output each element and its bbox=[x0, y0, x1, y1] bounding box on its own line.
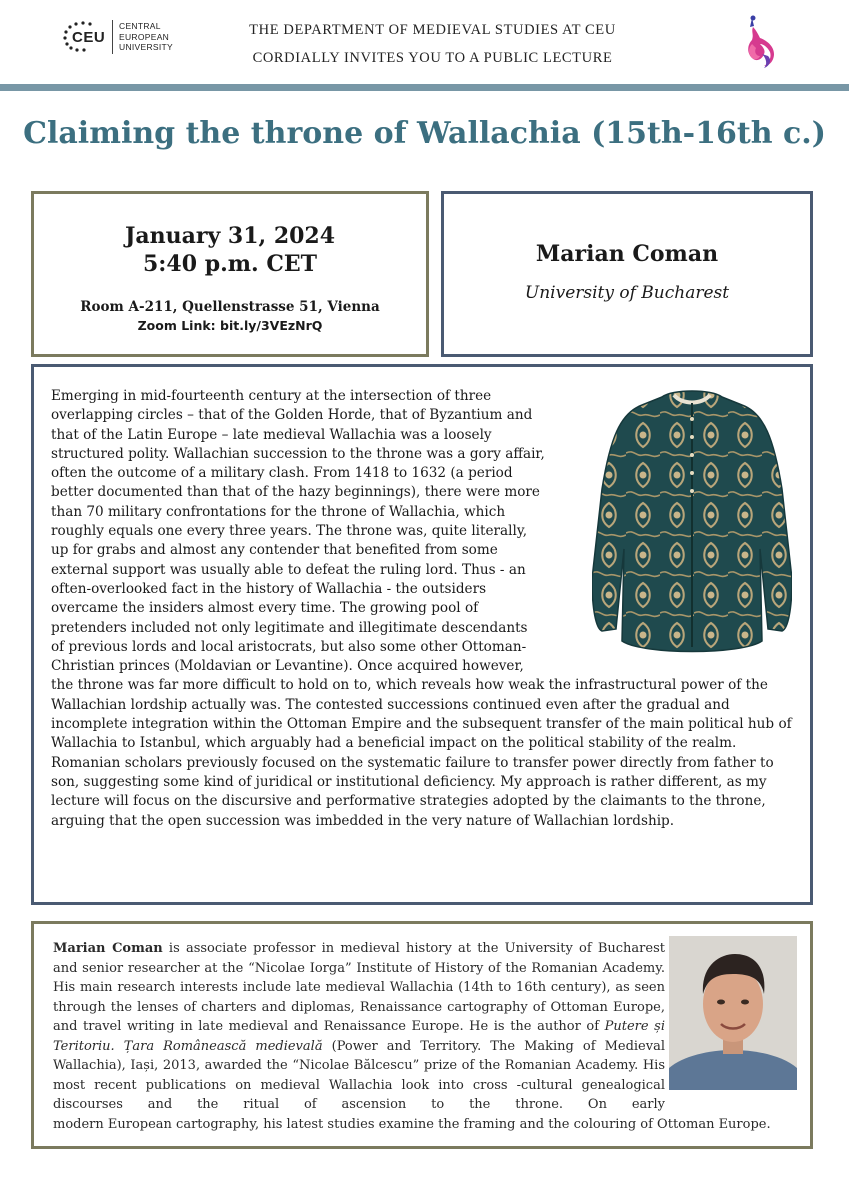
header-accent-bar bbox=[0, 84, 849, 91]
event-date-time bbox=[34, 222, 426, 278]
speaker-bio: Marian Coman is associate professor in medieval history at the University of Bucharest and senior researcher at the “Nicolae Iorga” Institute of History of the Romanian Academy. His main research interests include late medieval Wallachia (14th to 16th century), as seen through the lenses of charters and diplomas, Renaissance cartography of Ottoman Europe, and travel writing in late medieval and Renaissance Europe. He is the author of Putere și Teritoriu. Țara Românească medievală (Power and Territory. The Making of Medieval Wallachia), Iași, 2013, awarded the “Nicolae Bălcescu” prize of the Romanian Academy. His most recent publications on medieval Wallachia look into cross -cultural genealogical discourses and the ritual of ascension to the throne. On early modern European cartography, his latest studies examine the framing and the colouring of Ottoman Europe. bbox=[53, 941, 771, 1132]
event-date: January 31, 2024 bbox=[124, 223, 336, 249]
department-mascot-icon bbox=[738, 14, 778, 72]
event-time: 5:40 p.m. CET bbox=[143, 251, 317, 277]
book-title: Putere și Teritoriu. Țara Românească medievală bbox=[53, 1019, 665, 1054]
speaker-name: Marian Coman bbox=[535, 241, 719, 267]
invite-line-1: THE DEPARTMENT OF MEDIEVAL STUDIES AT CEU bbox=[249, 22, 616, 38]
logo-divider bbox=[112, 20, 113, 54]
ceu-logo-mark: CEU bbox=[62, 21, 106, 53]
zoom-link[interactable]: Zoom Link: bit.ly/3VEzNrQ bbox=[137, 318, 323, 333]
header bbox=[0, 0, 849, 86]
speaker-bio-box bbox=[31, 921, 813, 1149]
ceu-logo[interactable] bbox=[62, 20, 173, 54]
bio-speaker-name: Marian Coman bbox=[53, 941, 163, 956]
speaker-box bbox=[441, 191, 813, 357]
speaker-affiliation: University of Bucharest bbox=[524, 283, 730, 303]
logo-wordmark: CENTRAL EUROPEAN UNIVERSITY bbox=[119, 21, 174, 53]
event-details-box bbox=[31, 191, 429, 357]
abstract-text: Emerging in mid-fourteenth century at the intersection of three overlapping circles – that of the Golden Horde, that of Byzantium and that of the Latin Europe – late medieval Wallachia was a loosely structured polity. Wallachian succession to the throne was a gory affair, often the outcome of a military clash. From 1418 to 1632 (a period better documented than that of the hazy beginnings), there were more than 70 military confrontations for the throne of Wallachia, which roughly equals one every three years. The throne was, quite literally, up for grabs and almost any contender that benefited from some external support was usually able to defeat the ruling lord. Thus - an often-overlooked fact in the history of Wallachia - the outsiders overcame the insiders almost every time. The growing pool of pretenders included not only legitimate and illegitimate descendants of previous lords and local aristocrats, but also some other Ottoman- Christian princes (Moldavian or Levantine). Once acquired however, the throne was far more difficult to hold on to, which reveals how weak the infrastructural power of the Wallachian lordship actually was. The contested successions continued even after the gradual and incomplete integration within the Ottoman Empire and the subsequent transfer of the main political hub of Wallachia to Istanbul, which arguably had a beneficial impact on the political stability of the realm. Romanian scholars previously focused on the systematic failure to transfer power directly from father to son, suggesting some kind of juridical or institutional deficiency. My approach is rather different, as my lecture will focus on the discursive and performative strategies adopted by the claimants to the throne, arguing that the open succession was imbedded in the very nature of Wallachian lordship. bbox=[51, 388, 792, 829]
invite-line-2: CORDIALLY INVITES YOU TO A PUBLIC LECTURE bbox=[252, 50, 613, 66]
abstract-box bbox=[31, 364, 813, 905]
lecture-title: Claiming the throne of Wallachia (15th-16th c.) bbox=[23, 116, 826, 151]
event-room: Room A-211, Quellenstrasse 51, Vienna bbox=[80, 299, 380, 315]
